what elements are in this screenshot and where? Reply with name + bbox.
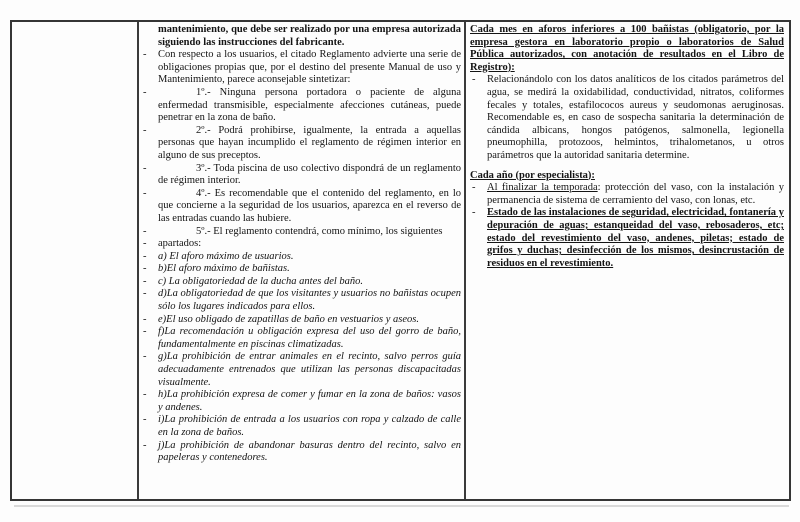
- dash-bullet: -: [143, 351, 147, 363]
- dash-bullet: -: [143, 389, 147, 401]
- monthly-analysis-heading: Cada mes en aforos inferiores a 100 bañistas (obligatorio, por la empresa gestora en laboratorio propio o laboratorios de Salud Pública autorizados, con anotación de resultados en el Libro de Registro):: [470, 24, 784, 73]
- dash-bullet: -: [143, 187, 147, 199]
- list-item-text: a) El aforo máximo de usuarios.: [158, 250, 294, 262]
- list-item: [470, 182, 784, 207]
- continuation-paragraph: mantenimiento, que debe ser realizado por una empresa autorizada siguiendo las instrucciones del fabricante.: [158, 24, 461, 48]
- list-item: [141, 87, 461, 125]
- list-item-text: e)El uso obligado de zapatillas de baño en vestuarios y aseos.: [158, 313, 420, 325]
- dash-bullet: -: [472, 74, 476, 86]
- list-item-text: apartados:: [158, 238, 202, 250]
- list-item-text: b)El aforo máximo de bañistas.: [158, 263, 290, 275]
- dash-bullet: -: [143, 414, 147, 426]
- list-item: [470, 74, 784, 162]
- dash-bullet: -: [143, 288, 147, 300]
- dash-bullet: -: [143, 225, 147, 237]
- list-item-text: 4º.- Es recomendable que el contenido del reglamento, en lo que concierne a la seguridad de los usuarios, aparezca en el reverso de las entradas cuando las hubiere.: [158, 187, 461, 224]
- users-regulation-cell: [139, 22, 466, 499]
- season-end-lead: Al finalizar la temporada: [487, 182, 598, 194]
- list-item-text: g)La prohibición de entrar animales en el recinto, salvo perros guía adecuadamente entrenados que utilizan las personas discapacitadas visualmente.: [158, 351, 461, 388]
- dash-bullet: -: [143, 162, 147, 174]
- list-item-text: h)La prohibición expresa de comer y fumar en la zona de baños: vasos y andenes.: [158, 389, 461, 413]
- list-item: [141, 414, 461, 439]
- list-item-text: f)La recomendación u obligación expresa del uso del gorro de baño, fundamentalmente en piscinas climatizadas.: [158, 326, 461, 350]
- dash-bullet: -: [143, 86, 147, 98]
- list-item: [141, 163, 461, 188]
- dash-bullet: -: [143, 250, 147, 262]
- list-item: [141, 326, 461, 351]
- list-item-text: i)La prohibición de entrada a los usuarios con ropa y calzado de calle en la zona de baños.: [158, 414, 461, 438]
- dash-bullet: -: [472, 207, 476, 219]
- list-item-text: Con respecto a los usuarios, el citado Reglamento advierte una serie de obligaciones propias que, por el destino del presente Manual de uso y Mantenimiento, parece aconsejable sintetizar:: [158, 49, 461, 86]
- list-item-text: 5º.- El reglamento contendrá, como mínimo, los siguientes: [196, 225, 443, 237]
- list-item: [141, 314, 461, 327]
- list-item: [141, 226, 461, 239]
- list-item-text: c) La obligatoriedad de la ducha antes del baño.: [158, 275, 364, 287]
- installations-state-text: Estado de las instalaciones de seguridad, electricidad, fontanería y depuración de aguas; estanqueidad del vaso, rebosaderos, etc; estado del revestimiento del vaso, andenes, piletas; estado de grifos y duchas; desinfección de los mismos, desincrustación de residuos en el revestimiento.: [487, 207, 784, 269]
- empty-left-cell: [12, 22, 139, 499]
- yearly-heading: Cada año (por especialista):: [470, 169, 595, 181]
- list-item: [141, 263, 461, 276]
- dash-bullet: -: [143, 49, 147, 61]
- season-end-rest: : protección del vaso, con la instalación y permanencia de sistema de cerramiento del vaso, con lonas, etc.: [487, 182, 784, 206]
- dash-bullet: -: [143, 326, 147, 338]
- dash-bullet: -: [143, 275, 147, 287]
- list-item-text: d)La obligatoriedad de que los visitantes y usuarios no bañistas ocupen sólo los lugares indicados para ellos.: [158, 288, 461, 313]
- list-item-text: j)La prohibición de abandonar basuras dentro del recinto, salvo en papeleras y contenedores.: [158, 439, 461, 464]
- list-item-text: 2º.- Podrá prohibirse, igualmente, la entrada a aquellas personas que hayan incumplido el reglamento de régimen interior en alguno de sus preceptos.: [158, 124, 461, 161]
- list-item: [141, 251, 461, 264]
- analysis-schedule-cell: [466, 22, 789, 499]
- list-item: [141, 389, 461, 414]
- list-item-text: 1º.- Ninguna persona portadora o paciente de alguna enfermedad transmisible, especialmente afecciones cutáneas, puede penetrar en la zona de baño.: [158, 86, 461, 124]
- list-item: [141, 351, 461, 389]
- monthly-analysis-text: Relacionándolo con los datos analíticos de los citados parámetros del agua, se medirá la oxidabilidad, conductividad, nitratos, coliformes fecales y totales, estafilococos aureus y seudomonas aeruginosas. Recomendable es, en caso de sospecha sanitaria la determinación de cándida albicans, hongos patógenos, salmonella, legionella pneumophilla, protozoos, helmintos, trihalometanos, u otros parámetros que la autoridad sanitaria determine.: [487, 74, 784, 161]
- dash-bullet: -: [472, 182, 476, 194]
- list-item: [141, 188, 461, 226]
- dash-bullet: -: [143, 263, 147, 275]
- list-item: [141, 238, 461, 251]
- regulation-table: [10, 20, 791, 501]
- scan-artifact-line: [14, 505, 789, 507]
- list-item: [470, 207, 784, 270]
- list-item: [141, 49, 461, 87]
- list-item: [141, 288, 461, 313]
- list-item: [141, 276, 461, 289]
- dash-bullet: -: [143, 238, 147, 250]
- list-item-text: 3º.- Toda piscina de uso colectivo dispondrá de un reglamento de régimen interior.: [158, 162, 461, 187]
- dash-bullet: -: [143, 439, 147, 451]
- season-end-text: [487, 182, 784, 207]
- list-item: [141, 125, 461, 163]
- dash-bullet: -: [143, 313, 147, 325]
- list-item: [141, 440, 461, 465]
- dash-bullet: -: [143, 124, 147, 136]
